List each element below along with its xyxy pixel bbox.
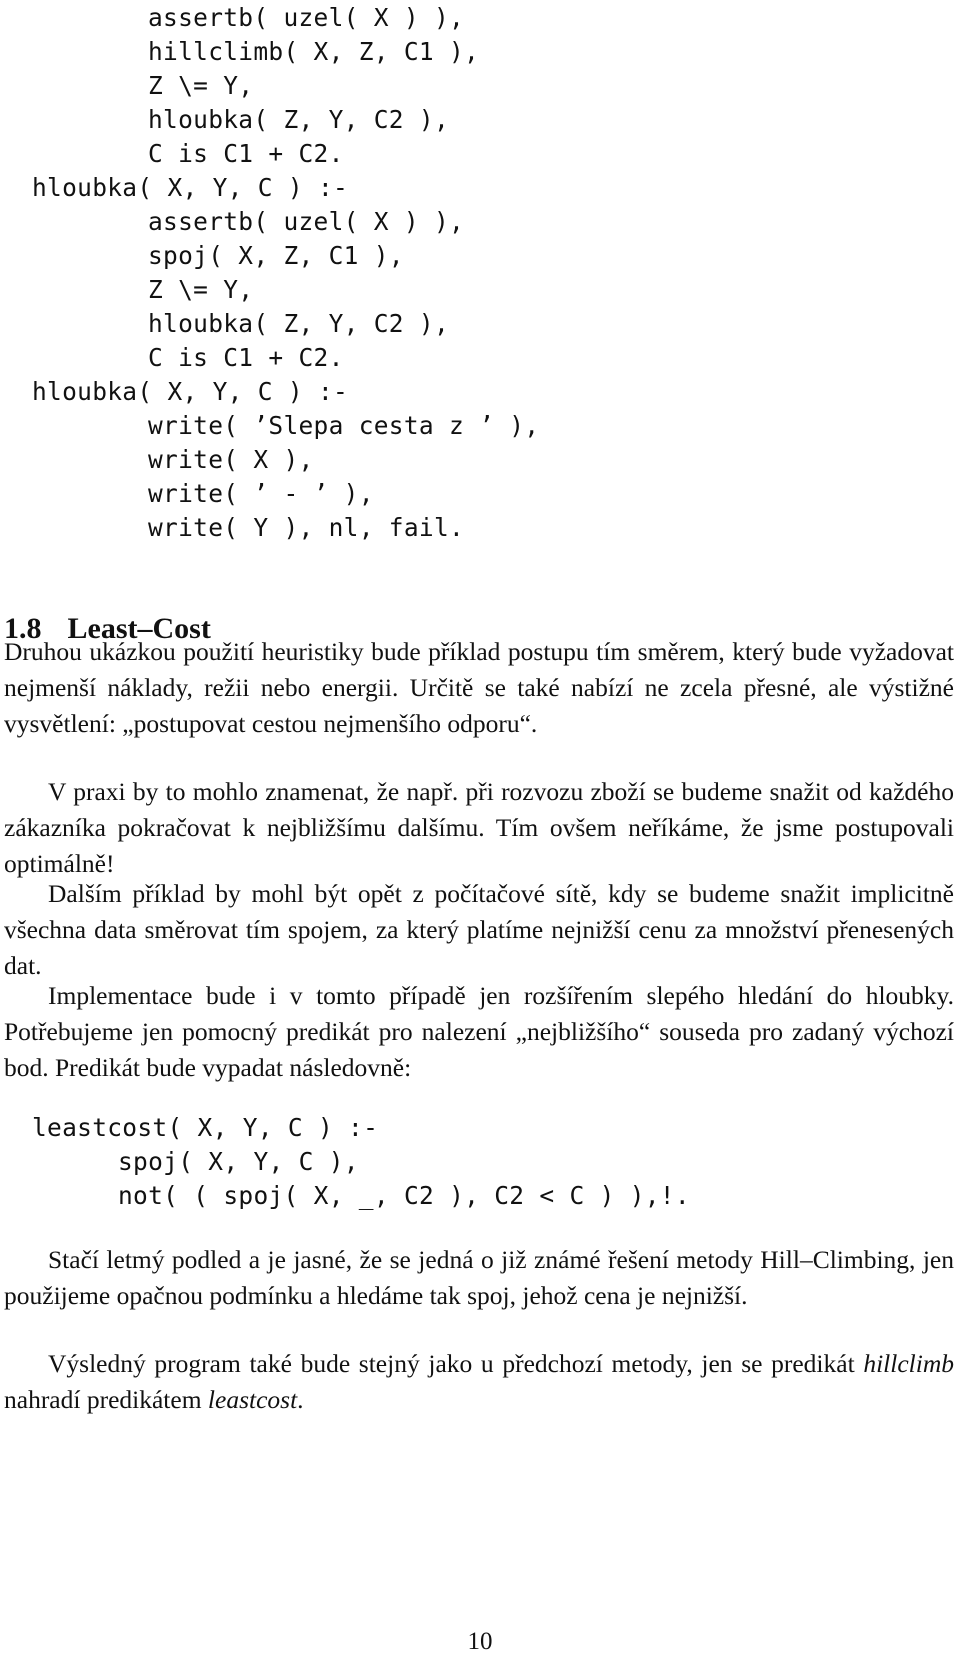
- code-line: spoj( X, Z, C1 ),: [148, 241, 404, 270]
- code-line: write( ’Slepa cesta z ’ ),: [148, 411, 540, 440]
- paragraph-4: Implementace bude i v tomto případě jen rozšířením slepého hledání do hloubky. Potřebujeme jen pomocný predikát pro nalezení „nejbližšího“ souseda pro zadaný výchozí bod. Predikát bude vypadat následovně:: [4, 981, 954, 1082]
- code-line: hloubka( Z, Y, C2 ),: [148, 105, 450, 134]
- code-line: hloubka( Z, Y, C2 ),: [148, 309, 450, 338]
- section-number: 1.8: [4, 612, 42, 645]
- code-line: write( Y ), nl, fail.: [148, 513, 465, 542]
- code-line: not( ( spoj( X, _, C2 ), C2 < C ) ),!.: [118, 1181, 690, 1210]
- code-line: C is C1 + C2.: [148, 139, 344, 168]
- code-line: write( ’ - ’ ),: [148, 479, 374, 508]
- code-line: spoj( X, Y, C ),: [118, 1147, 359, 1176]
- paragraph-1: Druhou ukázkou použití heuristiky bude příklad postupu tím směrem, který bude vyžadovat nejmenší náklady, režii nebo energii. Určitě se také nabízí ne zcela přesné, ale výstižné vysvětlení: „postupovat cestou nejmenšího odporu“.: [4, 637, 954, 738]
- page-number: 10: [467, 1628, 493, 1655]
- paragraph-6-part-a: Výsledný program také bude stejný jako u předchozí metody, jen se predikát: [48, 1349, 864, 1378]
- paragraph-6: [4, 1346, 954, 1418]
- code-line: hloubka( X, Y, C ) :-: [32, 377, 349, 406]
- code-line: C is C1 + C2.: [148, 343, 344, 372]
- paragraph-6-part-c: .: [297, 1385, 304, 1414]
- code-line: write( X ),: [148, 445, 314, 474]
- paragraph-5: Stačí letmý podled a je jasné, že se jedná o již známé řešení metody Hill–Climbing, jen použijeme opačnou podmínku a hledáme tak spoj, jehož cena je nejnižší.: [4, 1245, 954, 1310]
- code-line: hloubka( X, Y, C ) :-: [32, 173, 349, 202]
- code-line: leastcost( X, Y, C ) :-: [32, 1113, 379, 1142]
- code-line: Z \= Y,: [148, 275, 254, 304]
- section-title: Least–Cost: [67, 612, 211, 645]
- paragraph-3: Dalším příklad by mohl být opět z počítačové sítě, kdy se budeme snažit implicitně všechna data směrovat tím spojem, za který platíme nejnižší cenu za množství přenesených dat.: [4, 879, 954, 980]
- code-line: Z \= Y,: [148, 71, 254, 100]
- code-line: assertb( uzel( X ) ),: [148, 207, 465, 236]
- predicate-leastcost: leastcost: [207, 1385, 298, 1414]
- predicate-hillclimb: hillclimb: [863, 1349, 954, 1378]
- paragraph-6-part-b: nahradí predikátem: [4, 1385, 208, 1414]
- code-line: hillclimb( X, Z, C1 ),: [148, 37, 480, 66]
- paragraph-2: V praxi by to mohlo znamenat, že např. při rozvozu zboží se budeme snažit od každého zákazníka pokračovat k nejbližšímu dalšímu. Tím ovšem neříkáme, že jsme postupovali optimálně!: [4, 777, 954, 878]
- code-line: assertb( uzel( X ) ),: [148, 3, 465, 32]
